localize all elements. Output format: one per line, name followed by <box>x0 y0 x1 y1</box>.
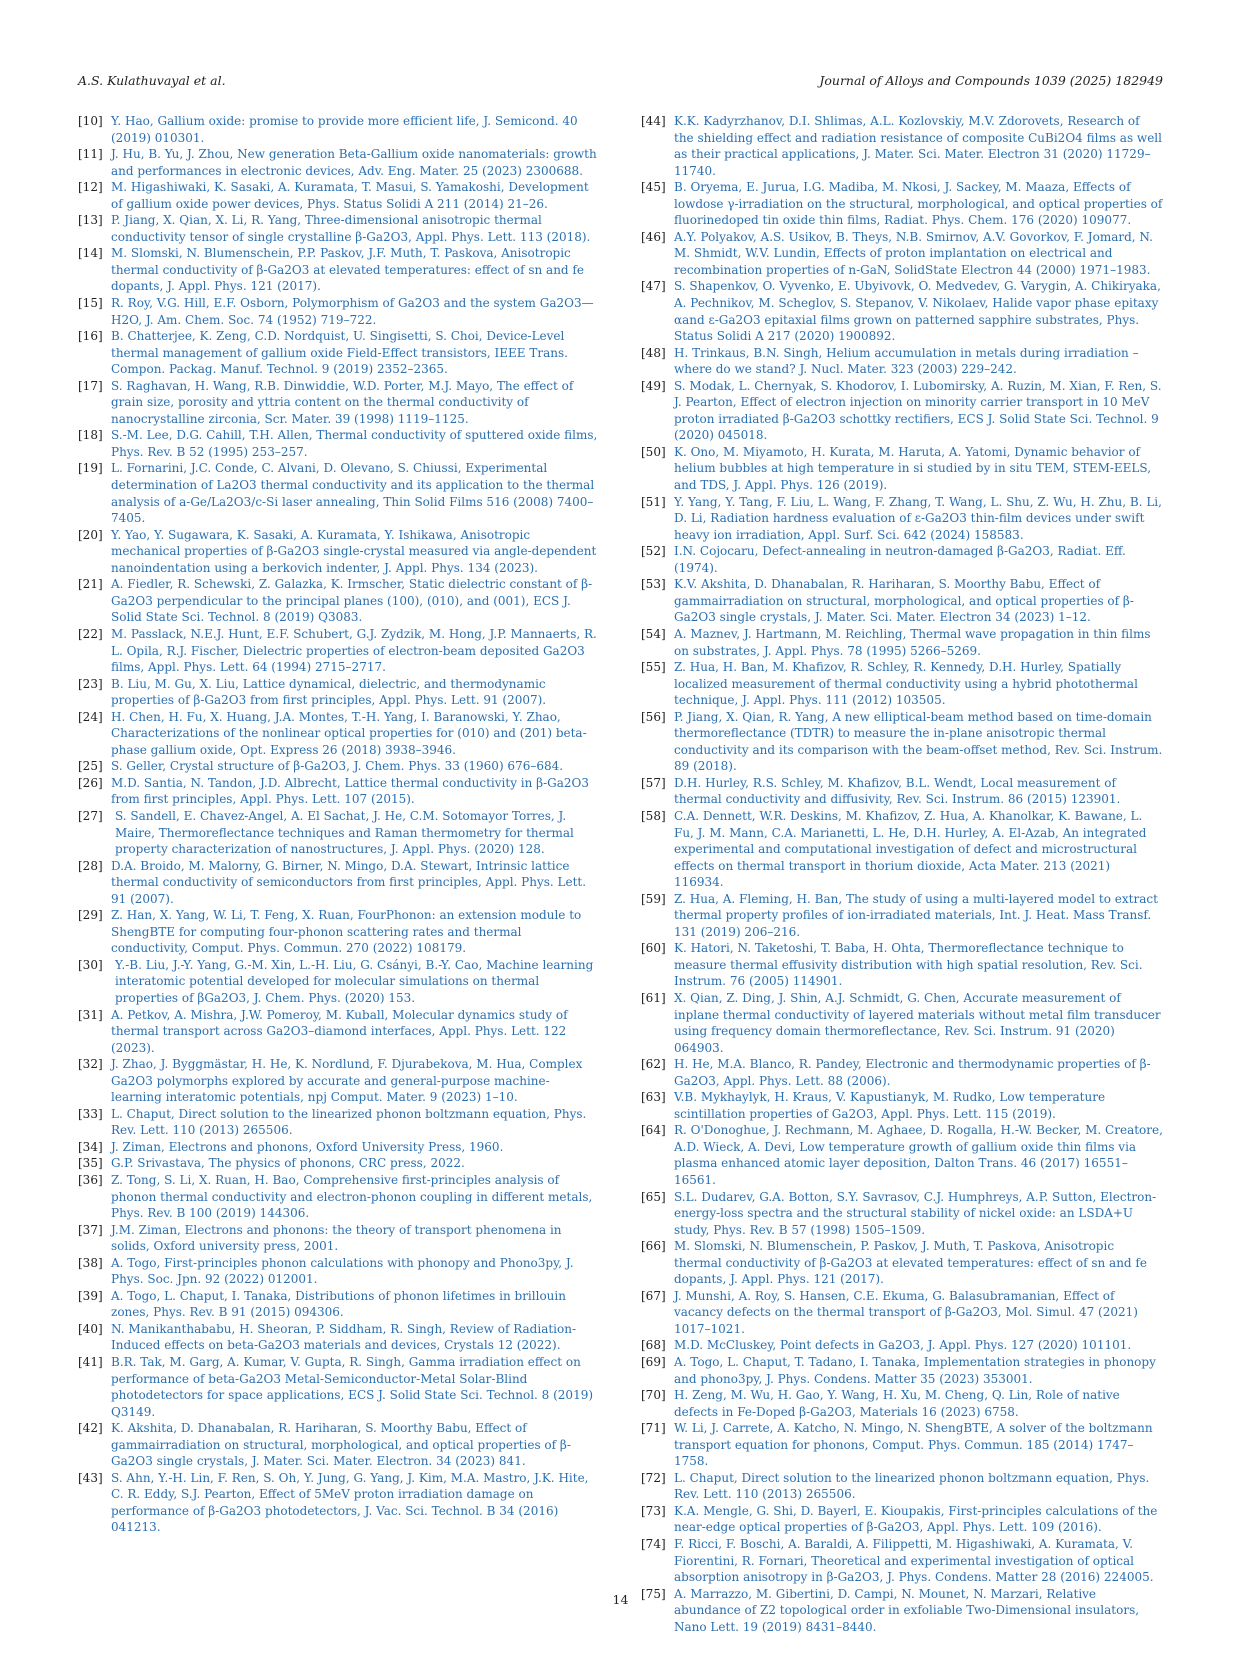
reference-item <box>78 179 600 212</box>
reference-link[interactable]: S. Ahn, Y.-H. Lin, F. Ren, S. Oh, Y. Jung, G. Yang, J. Kim, M.A. Mastro, J.K. Hite, C. R. Eddy, S.J. Pearton, Effect of 5MeV proton irradiation damage on performance of β-Ga2O3 photodetectors, J. Vac. Sci. Technol. B 34 (2016) 041213. <box>111 1470 589 1535</box>
reference-item <box>78 1056 600 1106</box>
reference-number: [45] <box>641 180 666 195</box>
reference-item <box>78 709 600 759</box>
reference-number: [32] <box>78 1057 103 1072</box>
reference-item <box>641 229 1163 279</box>
reference-item <box>78 1106 600 1139</box>
reference-link[interactable]: D.A. Broido, M. Malorny, G. Birner, N. Mingo, D.A. Stewart, Intrinsic lattice thermal conductivity of semiconductors from first principles, Appl. Phys. Lett. 91 (2007). <box>111 858 587 906</box>
reference-link[interactable]: Z. Hua, A. Fleming, H. Ban, The study of using a multi-layered model to extract thermal property profiles of ion-irradiated materials, Int. J. Heat. Mass Transf. 131 (2019) 206–216. <box>674 891 1158 939</box>
reference-number: [61] <box>641 990 666 1005</box>
reference-link[interactable]: P. Jiang, X. Qian, R. Yang, A new elliptical-beam method based on time-domain thermoreflectance (TDTR) to measure the in-plane anisotropic thermal conductivity and its comparison with the beam-offset method, Rev. Sci. Instrum. 89 (2018). <box>674 709 1163 774</box>
reference-link[interactable]: B. Liu, M. Gu, X. Liu, Lattice dynamical, dielectric, and thermodynamic properties of β-Ga2O3 from first principles, Appl. Phys. Lett. 91 (2007). <box>111 676 547 708</box>
reference-link[interactable]: Y. Hao, Gallium oxide: promise to provide more efficient life, J. Semicond. 40 (2019) 010301. <box>111 114 578 145</box>
reference-number: [75] <box>641 1586 666 1601</box>
reference-item <box>78 907 600 957</box>
reference-item <box>78 858 600 908</box>
reference-link[interactable]: Z. Hua, H. Ban, M. Khafizov, R. Schley, R. Kennedy, D.H. Hurley, Spatially localized measurement of thermal conductivity using a hybrid photothermal technique, J. Appl. Phys. 111 (2012) 103505. <box>674 660 1138 708</box>
reference-item <box>78 460 600 526</box>
reference-item <box>641 494 1163 544</box>
reference-item <box>641 1337 1163 1354</box>
reference-item <box>641 1470 1163 1503</box>
reference-item <box>641 659 1163 709</box>
reference-item <box>78 1470 600 1536</box>
reference-number: [46] <box>641 229 666 244</box>
reference-number: [70] <box>641 1388 666 1403</box>
reference-number: [47] <box>641 279 666 294</box>
reference-item <box>78 1155 600 1172</box>
reference-item <box>641 1238 1163 1288</box>
reference-item <box>78 328 600 378</box>
reference-item <box>641 1288 1163 1338</box>
reference-item <box>641 278 1163 344</box>
reference-number: [68] <box>641 1338 666 1353</box>
reference-link[interactable]: M.D. Santia, N. Tandon, J.D. Albrecht, Lattice thermal conductivity in β-Ga2O3 from first principles, Appl. Phys. Lett. 107 (2015). <box>111 775 590 807</box>
reference-number: [13] <box>78 213 103 228</box>
reference-number: [58] <box>641 808 666 823</box>
reference-item <box>78 1222 600 1255</box>
reference-item <box>641 626 1163 659</box>
reference-item <box>78 576 600 626</box>
running-header-authors: A.S. Kulathuvayal et al. <box>78 73 226 88</box>
reference-number: [57] <box>641 775 666 790</box>
reference-item <box>641 775 1163 808</box>
reference-link[interactable]: A. Maznev, J. Hartmann, M. Reichling, Thermal wave propagation in thin films on substrates, J. Appl. Phys. 78 (1995) 5266–5269. <box>674 626 1151 658</box>
reference-link[interactable]: M. Higashiwaki, K. Sasaki, A. Kuramata, T. Masui, S. Yamakoshi, Development of gallium oxide power devices, Phys. Status Solidi A 211 (2014) 21–26. <box>111 180 589 211</box>
reference-link[interactable]: H. He, M.A. Blanco, R. Pandey, Electronic and thermodynamic properties of β-Ga2O3, Appl. Phys. Lett. 88 (2006). <box>674 1057 1151 1088</box>
reference-link[interactable]: Y.-B. Liu, J.-Y. Yang, G.-M. Xin, L.-H. Liu, G. Csányi, B.-Y. Cao, Machine learning interatomic potential developed for molecular simulations on thermal properties of βGa2O3, J. Chem. Phys. (2020) 153. <box>115 957 594 1005</box>
reference-item <box>78 113 600 146</box>
reference-item <box>78 1172 600 1222</box>
reference-item <box>641 543 1163 576</box>
page-number: 14 <box>612 1592 629 1607</box>
reference-link[interactable]: S. Raghavan, H. Wang, R.B. Dinwiddie, W.D. Porter, M.J. Mayo, The effect of grain size, porosity and yttria content on the thermal conductivity of nanocrystalline zirconia, Scr. Mater. 39 (1998) 1119–1125. <box>111 378 574 426</box>
reference-link[interactable]: P. Jiang, X. Qian, X. Li, R. Yang, Three-dimensional anisotropic thermal conductivity tensor of single crystalline β-Ga2O3, Appl. Phys. Lett. 113 (2018). <box>111 213 591 244</box>
reference-number: [64] <box>641 1123 666 1138</box>
reference-link[interactable]: J.M. Ziman, Electrons and phonons: the theory of transport phenomena in solids, Oxford university press, 2001. <box>111 1222 562 1254</box>
reference-link[interactable]: A.Y. Polyakov, A.S. Usikov, B. Theys, N.B. Smirnov, A.V. Govorkov, F. Jomard, N. M. Shmidt, W.V. Lundin, Effects of proton implantation on electrical and recombination properties of n-GaN, SolidState Electron 44 (2000) 1971–1983. <box>674 229 1153 277</box>
reference-number: [26] <box>78 775 103 790</box>
reference-number: [54] <box>641 626 666 641</box>
reference-link[interactable]: C.A. Dennett, W.R. Deskins, M. Khafizov, Z. Hua, A. Khanolkar, K. Bawane, L. Fu, J. M. Mann, C.A. Marianetti, L. He, D.H. Hurley, A. El-Azab, An integrated experimental and computational investigation of defect and microstructural effects on thermal transport in thorium dioxide, Acta Mater. 213 (2021) 116934. <box>674 808 1147 890</box>
reference-item <box>641 378 1163 444</box>
reference-item <box>641 444 1163 494</box>
reference-link[interactable]: H. Trinkaus, B.N. Singh, Helium accumulation in metals during irradiation – where do we stand? J. Nucl. Mater. 323 (2003) 229–242. <box>674 345 1139 377</box>
reference-item <box>78 676 600 709</box>
reference-number: [17] <box>78 378 103 393</box>
reference-number: [22] <box>78 626 103 641</box>
reference-item <box>641 1536 1163 1586</box>
reference-item <box>641 1387 1163 1420</box>
reference-link[interactable]: A. Fiedler, R. Schewski, Z. Galazka, K. Irmscher, Static dielectric constant of β-Ga2O3 perpendicular to the principal planes (100), (010), and (001), ECS J. Solid State Sci. Technol. 8 (2019) Q3083. <box>111 577 593 625</box>
reference-number: [49] <box>641 378 666 393</box>
reference-link[interactable]: I.N. Cojocaru, Defect-annealing in neutron-damaged β-Ga2O3, Radiat. Eff. (1974). <box>674 544 1126 575</box>
reference-link[interactable]: K.A. Mengle, G. Shi, D. Bayerl, E. Kioupakis, First-principles calculations of the near-edge optical properties of β-Ga2O3, Appl. Phys. Lett. 109 (2016). <box>674 1503 1158 1535</box>
reference-link[interactable]: J. Ziman, Electrons and phonons, Oxford University Press, 1960. <box>111 1139 504 1154</box>
reference-item <box>78 378 600 428</box>
reference-number: [40] <box>78 1321 103 1336</box>
reference-number: [28] <box>78 858 103 873</box>
reference-link[interactable]: R. Roy, V.G. Hill, E.F. Osborn, Polymorphism of Ga2O3 and the system Ga2O3—H2O, J. Am. Chem. Soc. 74 (1952) 719–722. <box>111 296 594 327</box>
reference-number: [15] <box>78 296 103 311</box>
reference-link[interactable]: S. Geller, Crystal structure of β-Ga2O3, J. Chem. Phys. 33 (1960) 676–684. <box>111 759 564 774</box>
reference-link[interactable]: S. Shapenkov, O. Vyvenko, E. Ubyivovk, O. Medvedev, G. Varygin, A. Chikiryaka, A. Pechnikov, M. Scheglov, S. Stepanov, V. Nikolaev, Halide vapor phase epitaxy αand ε-Ga2O3 epitaxial films grown on patterned sapphire substrates, Phys. Status Solidi A 217 (2020) 1900892. <box>674 279 1161 344</box>
running-header-journal[interactable]: Journal of Alloys and Compounds 1039 (2025) 182949 <box>819 73 1163 88</box>
reference-number: [74] <box>641 1537 666 1552</box>
reference-number: [60] <box>641 941 666 956</box>
reference-link[interactable]: S.L. Dudarev, G.A. Botton, S.Y. Savrasov, C.J. Humphreys, A.P. Sutton, Electron-energy-loss spectra and the structural stability of nickel oxide: an LSDA+U study, Phys. Rev. B 57 (1998) 1505–1509. <box>674 1189 1157 1237</box>
reference-number: [34] <box>78 1139 103 1154</box>
reference-link[interactable]: A. Marrazzo, M. Gibertini, D. Campi, N. Mounet, N. Marzari, Relative abundance of Z2 topological order in exfoliable Two-Dimensional insulators, Nano Lett. 19 (2019) 8431–8440. <box>674 1586 1140 1634</box>
reference-link[interactable]: J. Munshi, A. Roy, S. Hansen, C.E. Ekuma, G. Balasubramanian, Effect of vacancy defects on the thermal transport of β-Ga2O3, Mol. Simul. 47 (2021) 1017–1021. <box>674 1288 1138 1336</box>
reference-link[interactable]: K. Akshita, D. Dhanabalan, R. Hariharan, S. Moorthy Babu, Effect of gammairradiation on structural, morphological, and optical properties of β-Ga2O3 single crystals, J. Mater. Sci. Mater. Electron. 34 (2023) 841. <box>111 1421 571 1469</box>
reference-link[interactable]: M. Slomski, N. Blumenschein, P.P. Paskov, J.F. Muth, T. Paskova, Anisotropic thermal conductivity of β-Ga2O3 at elevated temperatures: effect of sn and fe dopants, J. Appl. Phys. 121 (2017). <box>111 246 584 294</box>
reference-number: [59] <box>641 891 666 906</box>
reference-link[interactable]: L. Chaput, Direct solution to the linearized phonon boltzmann equation, Phys. Rev. Lett. 110 (2013) 265506. <box>111 1106 587 1138</box>
reference-item <box>78 957 600 1007</box>
reference-item <box>78 245 600 295</box>
reference-number: [72] <box>641 1470 666 1485</box>
reference-item <box>78 1255 600 1288</box>
reference-link[interactable]: B.R. Tak, M. Garg, A. Kumar, V. Gupta, R. Singh, Gamma irradiation effect on performance of beta-Ga2O3 Metal-Semiconductor-Metal Solar-Blind photodetectors for space applications, ECS J. Solid State Sci. Technol. 8 (2019) Q3149. <box>111 1355 594 1419</box>
reference-item <box>641 891 1163 941</box>
reference-item <box>641 1089 1163 1122</box>
reference-item <box>78 758 600 775</box>
reference-item <box>78 427 600 460</box>
reference-link[interactable]: M. Passlack, N.E.J. Hunt, E.F. Schubert, G.J. Zydzik, M. Hong, J.P. Mannaerts, R. L. Opila, R.J. Fischer, Dielectric properties of electron-beam deposited Ga2O3 films, Appl. Phys. Lett. 64 (1994) 2715–2717. <box>111 626 597 675</box>
reference-number: [69] <box>641 1355 666 1370</box>
reference-link[interactable]: S.-M. Lee, D.G. Cahill, T.H. Allen, Thermal conductivity of sputtered oxide films, Phys. Rev. B 52 (1995) 253–257. <box>111 428 598 459</box>
reference-item <box>641 940 1163 990</box>
reference-item <box>78 527 600 577</box>
reference-link[interactable]: Y. Yao, Y. Sugawara, K. Sasaki, A. Kuramata, Y. Ishikawa, Anisotropic mechanical properties of β-Ga2O3 single-crystal measured via angle-dependent nanoindentation using a berkovich indenter, J. Appl. Phys. 134 (2023). <box>111 527 597 575</box>
reference-number: [31] <box>78 1007 103 1022</box>
references-right-column <box>641 113 1163 1635</box>
reference-link[interactable]: K. Hatori, N. Taketoshi, T. Baba, H. Ohta, Thermoreflectance technique to measure thermal effusivity distribution with high spatial resolution, Rev. Sci. Instrum. 76 (2005) 114901. <box>674 941 1143 989</box>
reference-item <box>641 576 1163 626</box>
reference-number: [11] <box>78 147 103 162</box>
reference-link[interactable]: A. Togo, L. Chaput, I. Tanaka, Distributions of phonon lifetimes in brillouin zones, Phys. Rev. B 91 (2015) 094306. <box>111 1288 566 1320</box>
reference-link[interactable]: S. Sandell, E. Chavez-Angel, A. El Sachat, J. He, C.M. Sotomayor Torres, J. Maire, Thermoreflectance techniques and Raman thermometry for thermal property characterization of nanostructures, J. Appl. Phys. (2020) 128. <box>115 808 574 857</box>
reference-number: [23] <box>78 676 103 691</box>
reference-item <box>78 295 600 328</box>
reference-item <box>78 775 600 808</box>
reference-link[interactable]: F. Ricci, F. Boschi, A. Baraldi, A. Filippetti, M. Higashiwaki, A. Kuramata, V. Fiorentini, R. Fornari, Theoretical and experimental investigation of optical absorption anisotropy in β-Ga2O3, J. Phys. Condens. Matter 28 (2016) 224005. <box>674 1537 1154 1585</box>
reference-item <box>78 1139 600 1156</box>
reference-number: [67] <box>641 1288 666 1303</box>
reference-link[interactable]: V.B. Mykhaylyk, H. Kraus, V. Kapustianyk, M. Rudko, Low temperature scintillation properties of Ga2O3, Appl. Phys. Lett. 115 (2019). <box>674 1090 1106 1121</box>
reference-link[interactable]: N. Manikanthababu, H. Sheoran, P. Siddham, R. Singh, Review of Radiation-Induced effects on beta-Ga2O3 materials and devices, Crystals 12 (2022). <box>111 1321 577 1353</box>
reference-number: [65] <box>641 1189 666 1204</box>
reference-item <box>641 990 1163 1056</box>
reference-link[interactable]: H. Chen, H. Fu, X. Huang, J.A. Montes, T.-H. Yang, I. Baranowski, Y. Zhao, Characterizations of the nonlinear optical properties for (010) and (2̄01) beta-phase gallium oxide, Opt. Express 26 (2018) 3938–3946. <box>111 709 587 757</box>
reference-number: [52] <box>641 544 666 559</box>
reference-item <box>641 1122 1163 1188</box>
reference-link[interactable]: H. Zeng, M. Wu, H. Gao, Y. Wang, H. Xu, M. Cheng, Q. Lin, Role of native defects in Fe-Doped β-Ga2O3, Materials 16 (2023) 6758. <box>674 1388 1120 1419</box>
reference-number: [66] <box>641 1239 666 1254</box>
reference-number: [19] <box>78 461 103 476</box>
reference-item <box>78 212 600 245</box>
reference-link[interactable]: K. Ono, M. Miyamoto, H. Kurata, M. Haruta, A. Yatomi, Dynamic behavior of helium bubbles at high temperature in si studied by in situ TEM, STEM-EELS, and TDS, J. Appl. Phys. 126 (2019). <box>674 444 1152 493</box>
reference-item <box>78 146 600 179</box>
reference-number: [25] <box>78 759 103 774</box>
reference-item <box>78 808 600 858</box>
reference-link[interactable]: A. Petkov, A. Mishra, J.W. Pomeroy, M. Kuball, Molecular dynamics study of thermal transport across Ga2O3–diamond interfaces, Appl. Phys. Lett. 122 (2023). <box>111 1007 568 1055</box>
reference-link[interactable]: B. Chatterjee, K. Zeng, C.D. Nordquist, U. Singisetti, S. Choi, Device-Level thermal management of gallium oxide Field-Effect transistors, IEEE Trans. Compon. Packag. Manuf. Technol. 9 (2019) 2352–2365. <box>111 329 568 377</box>
reference-link[interactable]: G.P. Srivastava, The physics of phonons, CRC press, 2022. <box>111 1156 465 1171</box>
reference-number: [37] <box>78 1222 103 1237</box>
reference-link[interactable]: S. Modak, L. Chernyak, S. Khodorov, I. Lubomirsky, A. Ruzin, M. Xian, F. Ren, S. J. Pearton, Effect of electron injection on minority carrier transport in 10 MeV proton irradiated β-Ga2O3 schottky rectifiers, ECS J. Solid State Sci. Technol. 9 (2020) 045018. <box>674 378 1162 443</box>
reference-item <box>78 1007 600 1057</box>
reference-number: [16] <box>78 329 103 344</box>
reference-number: [35] <box>78 1156 103 1171</box>
reference-number: [36] <box>78 1173 103 1187</box>
reference-item <box>78 1288 600 1321</box>
reference-item <box>78 626 600 676</box>
reference-item <box>641 709 1163 775</box>
reference-link[interactable]: M. Slomski, N. Blumenschein, P. Paskov, J. Muth, T. Paskova, Anisotropic thermal conductivity of β-Ga2O3 at elevated temperatures: effect of sn and fe dopants, J. Appl. Phys. 121 (2017). <box>674 1239 1147 1287</box>
reference-number: [43] <box>78 1470 103 1485</box>
reference-link[interactable]: L. Fornarini, J.C. Conde, C. Alvani, D. Olevano, S. Chiussi, Experimental determination of La2O3 thermal conductivity and its application to the thermal analysis of a-Ge/La2O3/c-Si laser annealing, Thin Solid Films 516 (2008) 7400–7405. <box>111 461 595 526</box>
reference-item <box>641 1503 1163 1536</box>
reference-link[interactable]: M.D. McCluskey, Point defects in Ga2O3, J. Appl. Phys. 127 (2020) 101101. <box>674 1338 1132 1353</box>
reference-item <box>641 1420 1163 1470</box>
reference-number: [44] <box>641 114 666 128</box>
reference-number: [10] <box>78 114 103 128</box>
reference-link[interactable]: A. Togo, L. Chaput, T. Tadano, I. Tanaka, Implementation strategies in phonopy and phono3py, J. Phys. Condens. Matter 35 (2023) 353001. <box>674 1355 1156 1386</box>
reference-link[interactable]: Z. Han, X. Yang, W. Li, T. Feng, X. Ruan, FourPhonon: an extension module to ShengBTE for computing four-phonon scattering rates and thermal conductivity, Comput. Phys. Commun. 270 (2022) 108179. <box>111 908 582 956</box>
reference-number: [63] <box>641 1090 666 1105</box>
reference-number: [50] <box>641 444 666 459</box>
reference-item <box>641 1354 1163 1387</box>
reference-number: [53] <box>641 577 666 592</box>
reference-link[interactable]: B. Oryema, E. Jurua, I.G. Madiba, M. Nkosi, J. Sackey, M. Maaza, Effects of lowdose γ-irradiation on the structural, morphological, and optical properties of fluorinedoped tin oxide thin films, Radiat. Phys. Chem. 176 (2020) 109077. <box>674 180 1163 228</box>
reference-number: [39] <box>78 1288 103 1303</box>
reference-link[interactable]: K.K. Kadyrzhanov, D.I. Shlimas, A.L. Kozlovskiy, M.V. Zdorovets, Research of the shielding effect and radiation resistance of composite CuBi2O4 films as well as their practical applications, J. Mater. Sci. Mater. Electron 31 (2020) 11729–11740. <box>674 114 1162 178</box>
reference-item <box>641 179 1163 229</box>
reference-number: [14] <box>78 246 103 261</box>
reference-number: [62] <box>641 1057 666 1072</box>
reference-number: [42] <box>78 1421 103 1436</box>
reference-number: [41] <box>78 1355 103 1370</box>
reference-link[interactable]: L. Chaput, Direct solution to the linearized phonon boltzmann equation, Phys. Rev. Lett. 110 (2013) 265506. <box>674 1470 1150 1502</box>
reference-number: [73] <box>641 1503 666 1518</box>
reference-item <box>78 1420 600 1470</box>
reference-number: [71] <box>641 1421 666 1436</box>
references-left-column <box>78 113 600 1536</box>
reference-number: [33] <box>78 1106 103 1121</box>
reference-number: [20] <box>78 527 103 542</box>
reference-item <box>78 1354 600 1420</box>
reference-link[interactable]: D.H. Hurley, R.S. Schley, M. Khafizov, B.L. Wendt, Local measurement of thermal conductivity and diffusivity, Rev. Sci. Instrum. 86 (2015) 123901. <box>674 775 1121 807</box>
reference-link[interactable]: A. Togo, First-principles phonon calculations with phonopy and Phono3py, J. Phys. Soc. Jpn. 92 (2022) 012001. <box>111 1255 574 1287</box>
reference-link[interactable]: J. Hu, B. Yu, J. Zhou, New generation Beta-Gallium oxide nanomaterials: growth and performances in electronic devices, Adv. Eng. Mater. 25 (2023) 2300688. <box>111 147 597 178</box>
reference-number: [51] <box>641 494 666 509</box>
reference-link[interactable]: X. Qian, Z. Ding, J. Shin, A.J. Schmidt, G. Chen, Accurate measurement of inplane thermal conductivity of layered materials without metal film transducer using frequency domain thermoreflectance, Rev. Sci. Instrum. 91 (2020) 064903. <box>674 990 1161 1055</box>
reference-link[interactable]: R. O'Donoghue, J. Rechmann, M. Aghaee, D. Rogalla, H.-W. Becker, M. Creatore, A.D. Wieck, A. Devi, Low temperature growth of gallium oxide thin films via plasma enhanced atomic layer deposition, Dalton Trans. 46 (2017) 16551–16561. <box>674 1123 1163 1187</box>
reference-number: [30] <box>78 957 103 972</box>
reference-item <box>641 1189 1163 1239</box>
reference-link[interactable]: W. Li, J. Carrete, A. Katcho, N. Mingo, N. ShengBTE, A solver of the boltzmann transport equation for phonons, Comput. Phys. Commun. 185 (2014) 1747–1758. <box>674 1421 1153 1469</box>
reference-number: [38] <box>78 1255 103 1270</box>
reference-link[interactable]: K.V. Akshita, D. Dhanabalan, R. Hariharan, S. Moorthy Babu, Effect of gammairradiation on structural, morphological, and optical properties of β-Ga2O3 single crystals, J. Mater. Sci. Mater. Electron 34 (2023) 1–12. <box>674 577 1134 625</box>
reference-link[interactable]: Y. Yang, Y. Tang, F. Liu, L. Wang, F. Zhang, T. Wang, L. Shu, Z. Wu, H. Zhu, B. Li, D. Li, Radiation hardness evaluation of ε-Ga2O3 thin-film devices under swift heavy ion irradiation, Appl. Surf. Sci. 642 (2024) 158583. <box>674 494 1162 542</box>
reference-item <box>641 345 1163 378</box>
reference-number: [55] <box>641 660 666 675</box>
reference-number: [27] <box>78 808 103 823</box>
reference-link[interactable]: Z. Tong, S. Li, X. Ruan, H. Bao, Comprehensive first-principles analysis of phonon thermal conductivity and electron-phonon coupling in different metals, Phys. Rev. B 100 (2019) 144306. <box>111 1173 593 1221</box>
reference-number: [24] <box>78 709 103 724</box>
reference-number: [18] <box>78 428 103 443</box>
reference-item <box>641 1056 1163 1089</box>
reference-item <box>641 808 1163 891</box>
reference-number: [12] <box>78 180 103 195</box>
reference-number: [21] <box>78 577 103 592</box>
reference-item <box>78 1321 600 1354</box>
reference-number: [56] <box>641 709 666 724</box>
reference-number: [48] <box>641 345 666 360</box>
reference-link[interactable]: J. Zhao, J. Byggmästar, H. He, K. Nordlund, F. Djurabekova, M. Hua, Complex Ga2O3 polymorphs explored by accurate and general-purpose machine-learning interatomic potentials, npj Comput. Mater. 9 (2023) 1–10. <box>111 1057 583 1105</box>
reference-item <box>641 113 1163 179</box>
reference-number: [29] <box>78 908 103 923</box>
